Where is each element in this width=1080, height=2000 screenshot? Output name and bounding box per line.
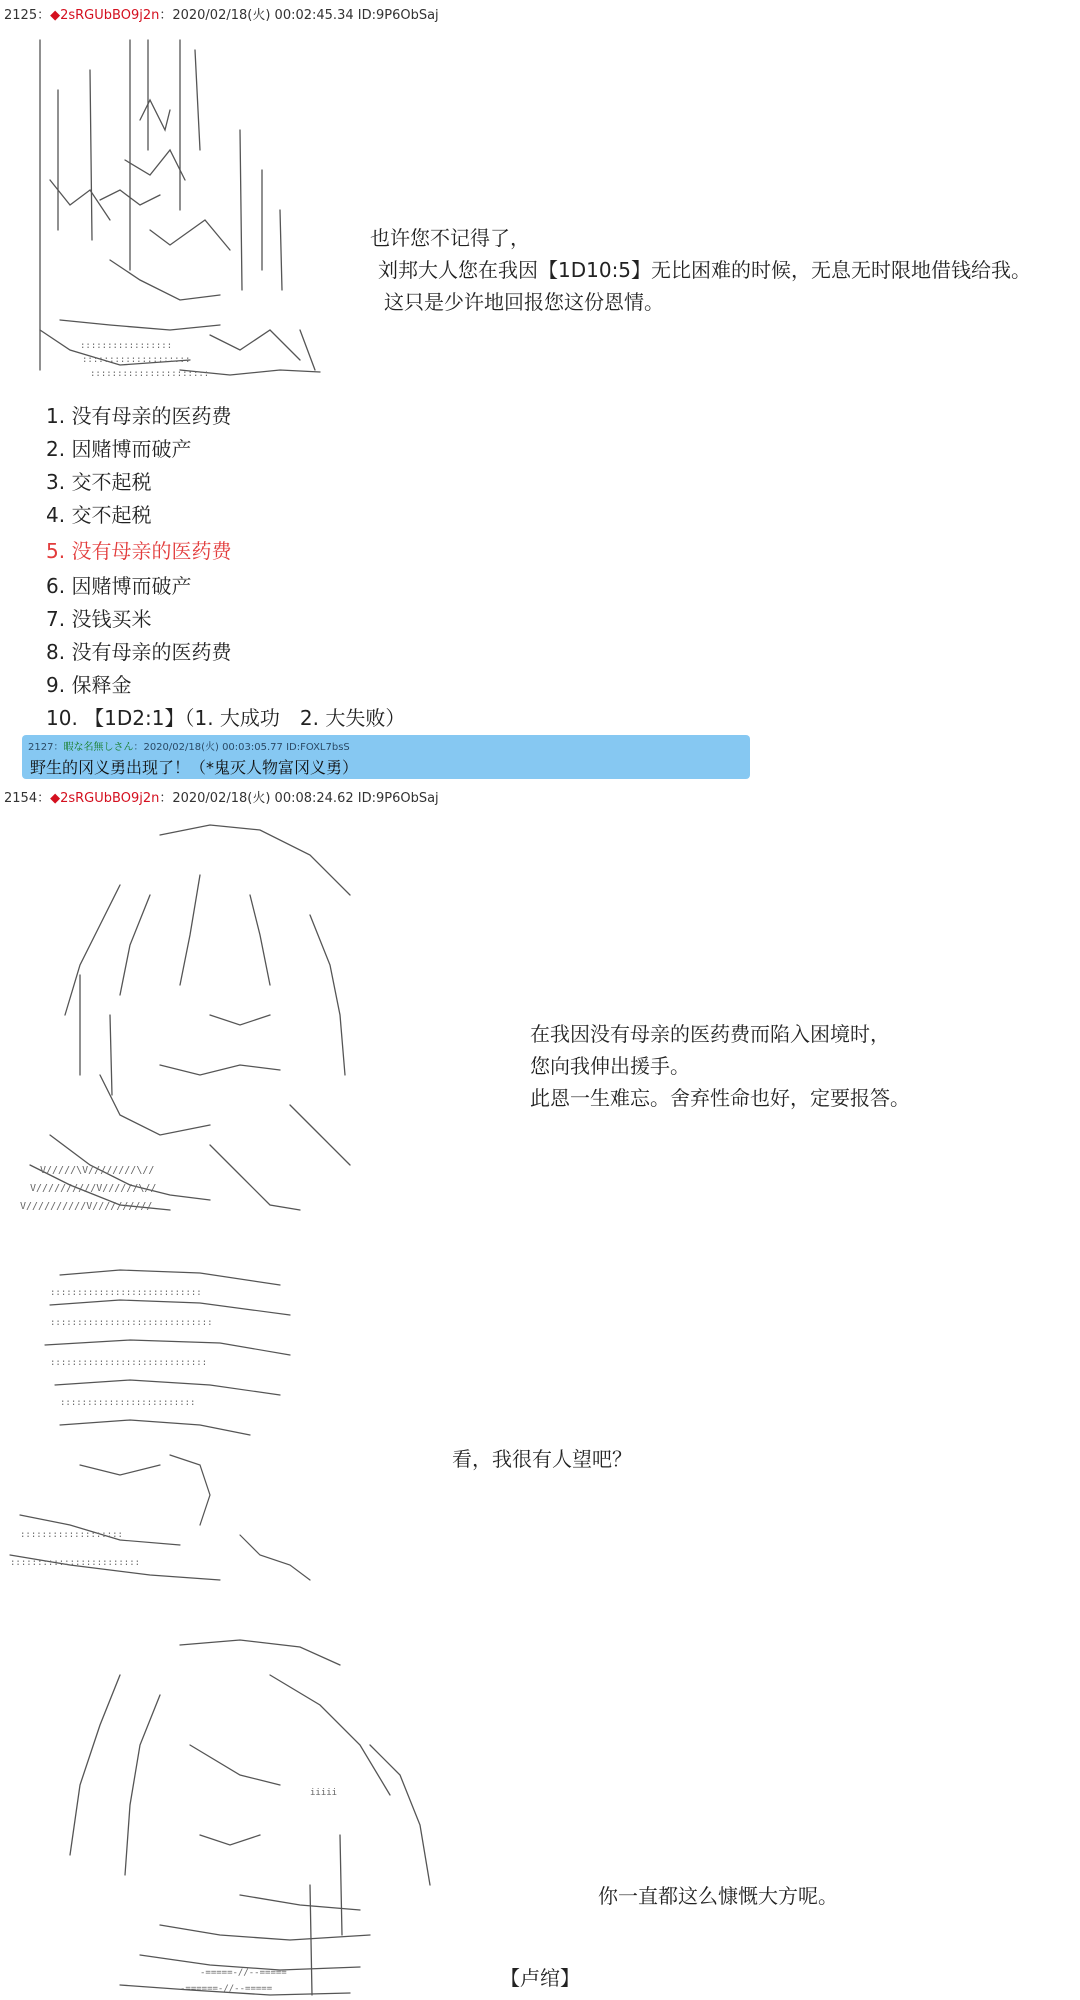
post-header-2125 xyxy=(4,4,439,23)
post-number[interactable]: 2125 xyxy=(4,8,38,23)
svg-text:iiiii: iiiii xyxy=(310,1788,338,1798)
svg-text:::::::::::::::::::::::::: :::::::::::::::::::::::: xyxy=(10,1558,141,1568)
speech-generous xyxy=(598,1880,838,1912)
list-item: 6. 因赌博而破产 xyxy=(46,574,192,598)
reply-date-id: ：2020/02/18(火) 00:03:05.77 ID:FOXL7bsS xyxy=(133,742,350,753)
speech-popular xyxy=(452,1443,632,1475)
list-item: 8. 没有母亲的医药费 xyxy=(46,640,232,664)
speech-repay-gratitude xyxy=(530,1018,910,1114)
speech-line: 刘邦大人您在我因【1D10:5】无比困难的时候，无息无时限地借钱给我。 xyxy=(378,258,1032,282)
post-separator: ： xyxy=(37,791,51,806)
poster-trip: ◆2sRGUbBO9j2n xyxy=(50,791,160,806)
svg-text:V//////////V//////////: V//////////V////////// xyxy=(20,1201,153,1212)
svg-text::::::::::::::::::::: ::::::::::::::::::: xyxy=(20,1530,123,1540)
reply-text: 野生的冈义勇出现了！（*鬼灭人物富冈义勇） xyxy=(30,758,359,777)
svg-text::::::::::::::::::::::::::::::: ::::::::::::::::::::::::::::: xyxy=(50,1358,208,1368)
reply-number[interactable]: 2127 xyxy=(28,742,54,753)
speech-line: 在我因没有母亲的医药费而陷入困境时， xyxy=(530,1022,890,1046)
post-number[interactable]: 2154 xyxy=(4,791,38,806)
speaker-name: 【卢绾】 xyxy=(500,1966,580,1990)
reply-name: 暇な名無しさん xyxy=(63,742,134,753)
debt-reason-list xyxy=(46,400,546,730)
list-item: 2. 因赌博而破产 xyxy=(46,437,192,461)
list-item: 7. 没钱买米 xyxy=(46,607,152,631)
ascii-art-figure-2 xyxy=(10,815,390,1225)
ascii-art-figure-1 xyxy=(30,30,340,390)
list-item: 3. 交不起税 xyxy=(46,470,152,494)
speech-line: 这只是少许地回报您这份恩情。 xyxy=(384,290,664,314)
svg-text:V//////////V//////\//: V//////////V//////\// xyxy=(30,1183,157,1194)
speech-line: 也许您不记得了， xyxy=(370,226,530,250)
speech-line: 您向我伸出援手。 xyxy=(530,1054,690,1078)
speech-line: 此恩一生难忘。舍弃性命也好，定要报答。 xyxy=(530,1086,910,1110)
list-item: 9. 保释金 xyxy=(46,673,132,697)
post-header-2154 xyxy=(4,787,439,806)
svg-text::::::::::::::::::: ::::::::::::::::: xyxy=(80,341,173,351)
svg-text:::::::::::::::::::::::::::::: :::::::::::::::::::::::::::: xyxy=(50,1288,202,1298)
post-separator: ： xyxy=(37,8,51,23)
ascii-art-figure-3 xyxy=(0,1265,320,1595)
svg-text:-======-//--=====: -======-//--===== xyxy=(180,1984,273,1994)
speech-line: 你一直都这么慷慨大方呢。 xyxy=(598,1884,838,1908)
svg-text:::::::::::::::::::::::: :::::::::::::::::::::: xyxy=(90,369,210,379)
svg-text::::::::::::::::::::::::::: ::::::::::::::::::::::::: xyxy=(60,1398,196,1408)
post-date-id: ：2020/02/18(火) 00:02:45.34 ID:9P6ObSaj xyxy=(159,8,439,23)
poster-trip: ◆2sRGUbBO9j2n xyxy=(50,8,160,23)
speaker-label xyxy=(500,1962,580,1994)
svg-text:V/////\V////////\//: V/////\V////////\// xyxy=(40,1165,155,1176)
svg-text:::::::::::::::::::::::::::::::: :::::::::::::::::::::::::::::: xyxy=(50,1318,213,1328)
reply-popup-2127[interactable] xyxy=(22,735,750,779)
speech-line: 看，我很有人望吧？ xyxy=(452,1447,632,1471)
list-item: 10. 【1D2:1】（1. 大成功 2. 大失败） xyxy=(46,706,406,730)
post-date-id: ：2020/02/18(火) 00:08:24.62 ID:9P6ObSaj xyxy=(159,791,439,806)
svg-text:-=====-//--=====: -=====-//--===== xyxy=(200,1968,287,1978)
svg-text:::::::::::::::::::::: :::::::::::::::::::: xyxy=(82,355,191,365)
reply-meta: 2127：暇な名無しさん：2020/02/18(火) 00:03:05.77 ID:FOXL7bsS xyxy=(28,742,350,753)
ascii-art-figure-4 xyxy=(40,1635,460,2000)
speech-liubang-debt xyxy=(370,222,1031,318)
list-item-highlighted: 5. 没有母亲的医药费 xyxy=(46,539,232,563)
list-item: 1. 没有母亲的医药费 xyxy=(46,404,232,428)
list-item: 4. 交不起税 xyxy=(46,503,152,527)
